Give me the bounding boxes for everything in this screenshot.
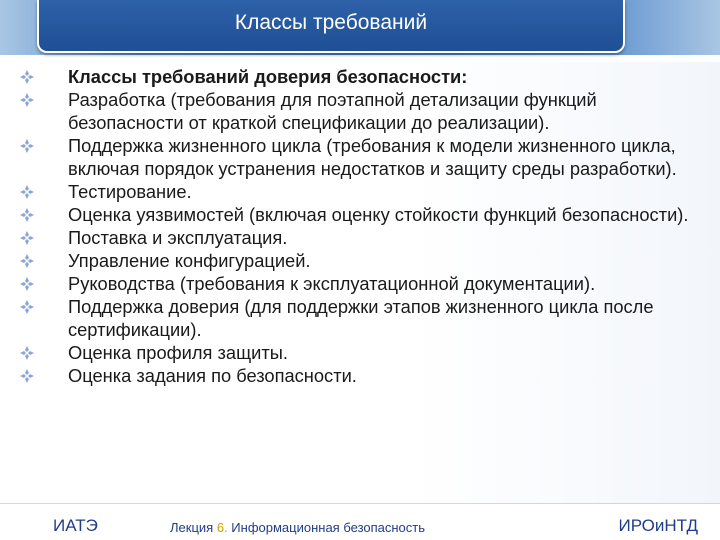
- footer-course-name: Информационная безопасность: [231, 520, 426, 535]
- bullet-text: Поддержка жизненного цикла (требования к модели жизненного цикла, включая порядок устранения недостатков и защиту среды разработки).: [68, 135, 677, 179]
- bullet-item: [20, 249, 710, 272]
- bullet-item: [20, 134, 710, 180]
- diamond-petal-bullet-icon: [20, 277, 34, 291]
- bullet-item: [20, 88, 710, 134]
- footer-department: ИРОиНТД: [618, 516, 698, 535]
- bullet-item: [20, 364, 710, 387]
- bullet-text: Разработка (требования для поэтапной детализации функций безопасности от краткой спецификации до реализации).: [68, 89, 597, 133]
- footer-lecture-info: [170, 520, 425, 535]
- bullet-item: [20, 65, 710, 88]
- bullet-text: Оценка задания по безопасности.: [68, 365, 357, 386]
- footer-divider: [0, 503, 720, 504]
- bullet-text: Тестирование.: [68, 181, 192, 202]
- bullet-item: [20, 341, 710, 364]
- footer-organization: ИАТЭ: [53, 516, 98, 535]
- bullet-item: [20, 295, 710, 341]
- bullet-list: [20, 65, 710, 387]
- bullet-text: Оценка уязвимостей (включая оценку стойкости функций безопасности).: [68, 204, 689, 225]
- footer: [0, 503, 720, 540]
- bullet-text: Оценка профиля защиты.: [68, 342, 288, 363]
- diamond-petal-bullet-icon: [20, 93, 34, 107]
- diamond-petal-bullet-icon: [20, 346, 34, 360]
- diamond-petal-bullet-icon: [20, 300, 34, 314]
- footer-lecture-label: Лекция: [170, 520, 214, 535]
- bullet-item: [20, 180, 710, 203]
- diamond-petal-bullet-icon: [20, 185, 34, 199]
- slide-title: Классы требований: [234, 11, 428, 34]
- bullet-text: Управление конфигурацией.: [68, 250, 311, 271]
- diamond-petal-bullet-icon: [20, 70, 34, 84]
- bullet-text: Поставка и эксплуатация.: [68, 227, 288, 248]
- diamond-petal-bullet-icon: [20, 369, 34, 383]
- footer-lecture-number: 6.: [216, 520, 228, 535]
- bullet-item: [20, 226, 710, 249]
- bullet-text: Классы требований доверия безопасности:: [68, 66, 468, 87]
- bullet-text: Поддержка доверия (для поддержки этапов жизненного цикла после сертификации).: [68, 296, 654, 340]
- diamond-petal-bullet-icon: [20, 254, 34, 268]
- diamond-petal-bullet-icon: [20, 139, 34, 153]
- diamond-petal-bullet-icon: [20, 208, 34, 222]
- title-box: [37, 0, 625, 53]
- bullet-text: Руководства (требования к эксплуатационной документации).: [68, 273, 596, 294]
- bullet-item: [20, 272, 710, 295]
- diamond-petal-bullet-icon: [20, 231, 34, 245]
- bullet-item: [20, 203, 710, 226]
